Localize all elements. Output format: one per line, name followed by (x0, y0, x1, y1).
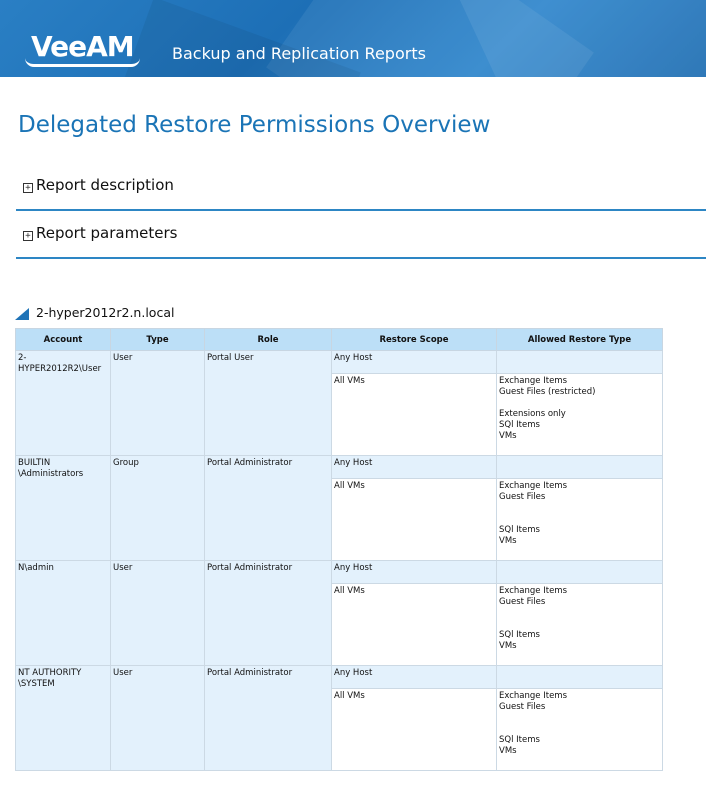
column-header-allowed-restore-type: Allowed Restore Type (497, 329, 663, 351)
role-cell: Portal Administrator (205, 561, 332, 666)
plus-square-icon[interactable]: + (23, 231, 33, 241)
restore-type-item: Exchange Items (499, 586, 568, 596)
restore-type-item (499, 503, 660, 514)
report-banner (0, 0, 706, 77)
banner-decoration (452, 0, 706, 77)
account-cell: BUILTIN \Administrators (16, 456, 111, 561)
role-cell: Portal User (205, 351, 332, 456)
restore-type-item: VMs (499, 536, 517, 546)
host-name: 2-hyper2012r2.n.local (36, 305, 175, 320)
table-row (16, 666, 663, 689)
type-cell: User (111, 666, 205, 771)
restore-scope-cell: All VMs (332, 689, 497, 771)
restore-scope-cell: All VMs (332, 479, 497, 561)
report-parameters-section[interactable] (16, 211, 706, 259)
page-title: Delegated Restore Permissions Overview (18, 112, 491, 138)
restore-type-item (499, 619, 660, 630)
allowed-restore-type-cell (497, 479, 663, 561)
restore-type-item: Extensions only (499, 409, 566, 419)
report-description-label[interactable]: Report description (36, 176, 174, 194)
column-header-account: Account (16, 329, 111, 351)
restore-scope-cell: Any Host (332, 561, 497, 584)
type-cell: User (111, 561, 205, 666)
role-cell: Portal Administrator (205, 666, 332, 771)
restore-type-item: VMs (499, 431, 517, 441)
plus-square-icon[interactable]: + (23, 183, 33, 193)
restore-type-item: Guest Files (restricted) (499, 387, 596, 397)
restore-type-item: SQl Items (499, 420, 540, 430)
restore-type-item: Exchange Items (499, 691, 568, 701)
restore-type-item: VMs (499, 641, 517, 651)
veeam-logo: VeeAM (25, 30, 140, 67)
account-cell: 2- HYPER2012R2\User (16, 351, 111, 456)
restore-scope-cell: All VMs (332, 584, 497, 666)
allowed-restore-type-cell (497, 374, 663, 456)
column-header-type: Type (111, 329, 205, 351)
allowed-restore-type-cell (497, 689, 663, 771)
table-row (16, 456, 663, 479)
restore-type-item (499, 398, 660, 409)
restore-type-item (499, 514, 660, 525)
restore-scope-cell: Any Host (332, 666, 497, 689)
restore-type-item: Guest Files (499, 702, 546, 712)
restore-type-item (499, 724, 660, 735)
allowed-restore-type-cell (497, 584, 663, 666)
column-header-role: Role (205, 329, 332, 351)
restore-scope-cell: Any Host (332, 456, 497, 479)
table-header-row (16, 329, 663, 351)
table-row (16, 561, 663, 584)
role-cell: Portal Administrator (205, 456, 332, 561)
restore-type-item: VMs (499, 746, 517, 756)
account-cell: NT AUTHORITY \SYSTEM (16, 666, 111, 771)
type-cell: Group (111, 456, 205, 561)
report-parameters-label[interactable]: Report parameters (36, 224, 178, 242)
column-header-restore-scope: Restore Scope (332, 329, 497, 351)
restore-type-item: SQl Items (499, 735, 540, 745)
restore-scope-cell: Any Host (332, 351, 497, 374)
report-description-section[interactable] (16, 163, 706, 211)
restore-type-item: Guest Files (499, 492, 546, 502)
allowed-restore-type-cell (497, 351, 663, 374)
restore-scope-cell: All VMs (332, 374, 497, 456)
restore-type-item: Exchange Items (499, 376, 568, 386)
banner-title: Backup and Replication Reports (172, 44, 426, 63)
restore-type-item: SQl Items (499, 630, 540, 640)
permissions-table-body (16, 351, 663, 771)
restore-type-item (499, 713, 660, 724)
permissions-table (15, 328, 663, 771)
restore-type-item: SQl Items (499, 525, 540, 535)
allowed-restore-type-cell (497, 456, 663, 479)
triangle-icon (15, 308, 29, 320)
restore-type-item: Exchange Items (499, 481, 568, 491)
allowed-restore-type-cell (497, 666, 663, 689)
restore-type-item: Guest Files (499, 597, 546, 607)
table-row (16, 351, 663, 374)
allowed-restore-type-cell (497, 561, 663, 584)
restore-type-item (499, 608, 660, 619)
account-cell: N\admin (16, 561, 111, 666)
type-cell: User (111, 351, 205, 456)
